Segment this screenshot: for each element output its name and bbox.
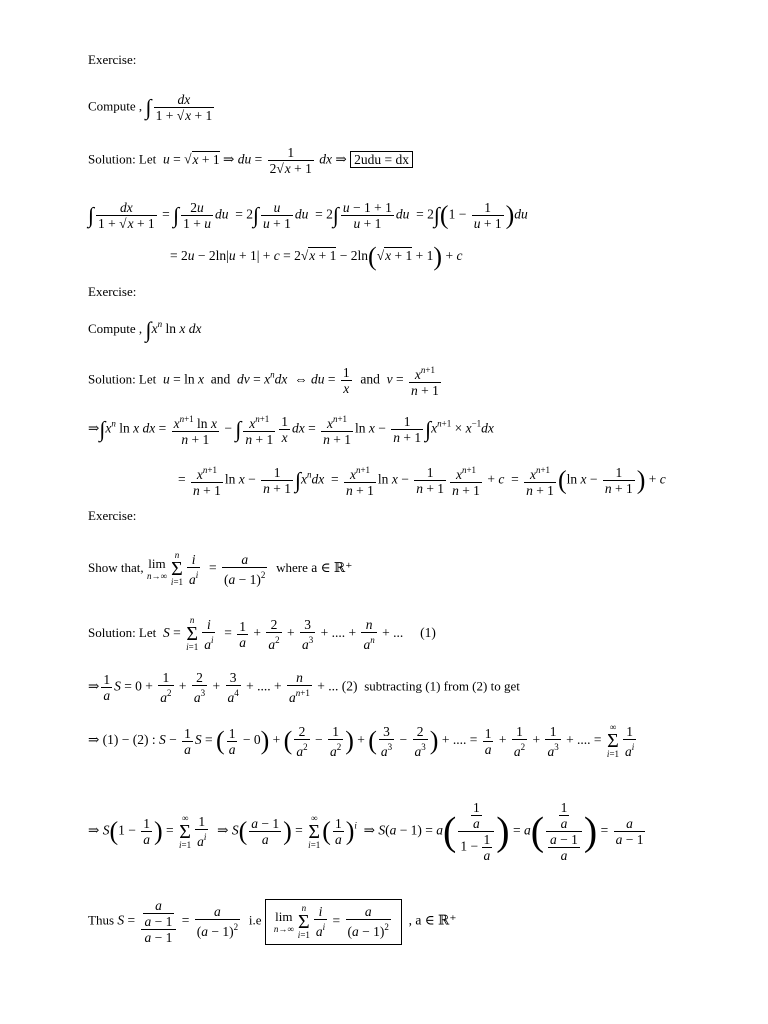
eq1-tag: (1): [420, 625, 436, 641]
integrand-numerator-1: dx: [177, 92, 191, 107]
exercise-heading-2: Exercise:: [88, 284, 137, 299]
compute-label-2: Compute ,: [88, 321, 143, 336]
eq2-tag: (2): [341, 678, 358, 694]
solution-label-3: Solution: Let: [88, 625, 157, 641]
boxed-substitution: 2udu = dx: [350, 151, 413, 168]
compute-label-1: Compute ,: [88, 98, 143, 114]
exercise-heading-3: Exercise:: [88, 508, 137, 523]
final-result-box: lim n→∞n Σ i=1 $\frac{i}{a^i}$ = $\frac{a}{(a - 1)^2}$: [265, 899, 402, 945]
exercise1-substitution: Solution: Let u = √x + 1 ⇒ du = $\frac{1}{2√x + 1}$ dx ⇒ 2udu = dx: [88, 145, 413, 176]
exercise2-step-2: = $\frac{x^{n+1}}{n + 1}$ ln x − $\frac{1}{n + 1}$ $\int x^ndx$ = $\frac{x^{n+1}}{n + 1}$ ln x − $\frac{1}{n + 1}$ $\frac{x^{n+1}}{n + 1}$ + c = $\frac{x^{n+1}}{n + 1}$ (ln x − $\frac{1}{n + 1}$ ) + c: [178, 465, 666, 498]
exercise3-difference: ⇒ (1) − (2) : S − $\frac{1}{a}$ S = ( $\frac{1}{a}$ − 0) + ( $\frac{2}{a^2}$ − $\frac{1}{a^2}$ ) + ( $\frac{3}{a^3}$ − $\frac{2}{a^3}$ ) + .... = $\frac{1}{a}$ + $\frac{1}{a^2}$ + $\frac{1}{a^3}$ + .... = ∞ Σ i=1 $\frac{1}{a^i}$: [88, 722, 635, 759]
exercise2-step-1: $\Rightarrow\int x^n$ ln x dx = $\frac{x^{n+1} \ln x}{n + 1}$ − ∫ $\frac{x^{n+1}}{n + 1}$ $\frac{1}{x}$ dx = $\frac{x^{n+1}}{n + 1}$ ln x − $\frac{1}{n + 1}$ $\int x^{n+1} \times x^{-1}dx$: [88, 414, 494, 447]
domain-statement: a ∈ ℝ⁺: [311, 560, 353, 576]
integrand-fraction-1: $\frac{dx}{1 + √x + 1}$: [155, 92, 213, 123]
subtract-note: subtracting (1) from (2) to get: [364, 678, 520, 694]
solution-label-1: Solution: Let: [88, 151, 157, 167]
final-domain: , a ∈ ℝ⁺: [408, 912, 457, 928]
exercise1-step-1: ∫ $\frac{dx}{1 + √x + 1}$ = ∫ $\frac{2u}{1 + u}$ du = 2∫ $\frac{u}{u + 1}$ du = 2∫ $\frac{u - 1 + 1}{u + 1}$ du = 2∫(1 − $\frac{1}{u + 1}$ )du: [88, 200, 528, 231]
exercise3-shifted: ⇒ $\frac{1}{a}$ S = 0 + $\frac{1}{a^2}$ + $\frac{2}{a^3}$ + $\frac{3}{a^4}$ + .... + $\frac{n}{a^{n+1}}$ + ... (2) subtracting (1) from (2) to get: [88, 670, 520, 705]
show-label: Show that,: [88, 560, 144, 576]
exercise-heading-1: Exercise:: [88, 52, 137, 67]
thus-label: Thus: [88, 912, 114, 928]
du-numerator: 1: [268, 145, 314, 161]
where-label: where: [276, 560, 308, 576]
exercise3-problem: Show that, lim n→∞n Σ i=1 $\frac{i}{a^i}$ = $\frac{a}{(a - 1)^2}$ where a ∈ ℝ⁺: [88, 550, 353, 587]
exercise1-problem: Compute , ∫ $\frac{dx}{1 + √x + 1}$: [88, 92, 213, 123]
exercise3-factor: ⇒ S(1 − $\frac{1}{a}$ ) = ∞ Σ i=1 $\frac{1}{a^i}$ ⇒ S( $\frac{a - 1}{a}$ ) = ∞ Σ i=1( $\frac{1}{a}$ )$^i$ ⇒ S(a − 1) = a( $\frac{1}{a}$ 1 − $\frac{1}{a}$ ) = a( $\frac{\frac{1}{a}}{\frac{a - 1}{a}}$ ) = $\frac{a}{a - 1}$: [88, 800, 644, 863]
exercise3-conclusion: Thus S = $\frac{\frac{a}{a - 1}}{a - 1}$ = $\frac{a}{(a - 1)^2}$ i.e lim n→∞n Σ i=1 $\frac{i}{a^i}$ = $\frac{a}{(a - 1)^2}$ , a ∈ ℝ⁺: [88, 898, 457, 945]
exercise2-problem: Compute , $\int x^n$ ln x dx: [88, 316, 202, 342]
ie-label: i.e: [248, 912, 262, 928]
exercise1-step-2: = 2u − 2ln|u + 1| + c = 2√x + 1 − 2ln(√x + 1 + 1) + c: [170, 241, 463, 271]
exercise2-substitution: Solution: Let u = ln x and dv = $x^ndx$ ⇔ du = $\frac{1}{x}$ and v = $\frac{x^{n+1}}{n + 1}$: [88, 365, 439, 398]
exercise3-series: Solution: Let S = n Σ i=1 $\frac{i}{a^i}$ = $\frac{1}{a}$ + $\frac{2}{a^2}$ + $\frac{3}{a^3}$ + .... + $\frac{n}{a^n}$ + ... (1): [88, 615, 436, 652]
solution-label-2: Solution: Let: [88, 371, 157, 387]
